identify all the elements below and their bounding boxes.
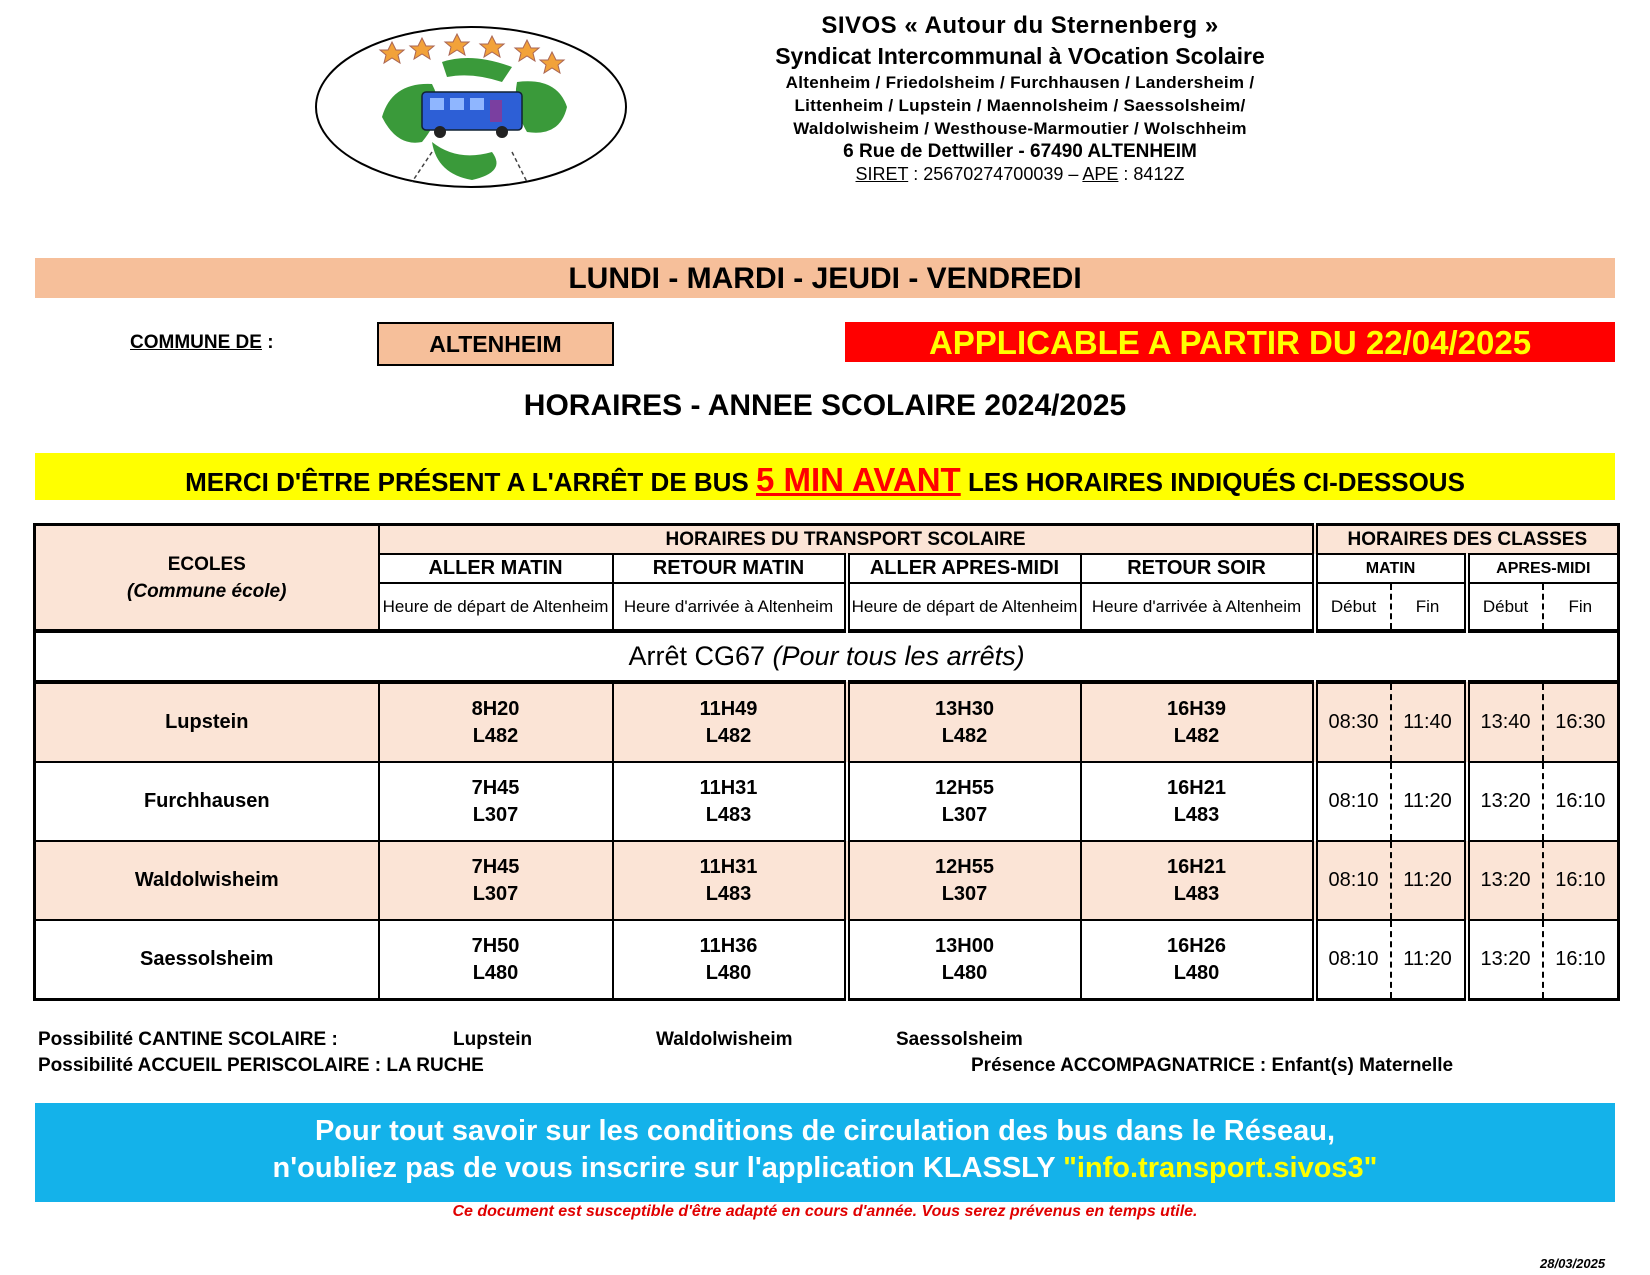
class-matin-debut: 08:10 bbox=[1315, 841, 1391, 920]
table-row bbox=[35, 762, 1619, 841]
cantine-label: Possibilité CANTINE SCOLAIRE : bbox=[38, 1029, 338, 1050]
col-retour-soir: RETOUR SOIR bbox=[1081, 554, 1315, 583]
bus-line: L307 bbox=[941, 803, 988, 826]
bus-time-cell bbox=[379, 682, 613, 762]
cantine-waldolwisheim: Waldolwisheim bbox=[656, 1029, 793, 1050]
bus-line: L483 bbox=[1173, 803, 1220, 826]
klassly-link: "info.transport.sivos3" bbox=[1063, 1152, 1378, 1184]
class-apres-midi-fin: 16:10 bbox=[1543, 841, 1619, 920]
bus-line: L307 bbox=[472, 882, 519, 905]
bus-time: 12H55 bbox=[935, 855, 994, 878]
class-matin-fin: 11:40 bbox=[1391, 682, 1467, 762]
banner-line-1: Pour tout savoir sur les conditions de circulation des bus dans le Réseau, bbox=[314, 1115, 1336, 1147]
transport-header: HORAIRES DU TRANSPORT SCOLAIRE bbox=[379, 525, 1315, 555]
notice-before: MERCI D'ÊTRE PRÉSENT A L'ARRÊT DE BUS bbox=[185, 467, 756, 497]
bus-line: L480 bbox=[472, 961, 519, 984]
apres-midi-fin: Fin bbox=[1543, 583, 1619, 631]
class-apres-midi-fin: 16:10 bbox=[1543, 762, 1619, 841]
bus-time-cell bbox=[613, 920, 847, 1000]
bus-time: 7H45 bbox=[471, 855, 520, 878]
siret-label: SIRET bbox=[855, 164, 909, 184]
col-classes-apres-midi: APRES-MIDI bbox=[1467, 554, 1619, 583]
class-apres-midi-fin: 16:30 bbox=[1543, 682, 1619, 762]
arret-label: Arrêt CG67 bbox=[628, 641, 773, 671]
bus-time: 8H20 bbox=[471, 697, 520, 720]
school-name: Waldolwisheim bbox=[35, 841, 379, 920]
bus-line: L480 bbox=[1173, 961, 1220, 984]
bus-time-cell bbox=[1081, 762, 1315, 841]
bus-time: 11H31 bbox=[699, 855, 758, 878]
bus-time-cell bbox=[847, 920, 1081, 1000]
desc-aller-matin: Heure de départ de Altenheim bbox=[379, 583, 613, 631]
page-title: HORAIRES - ANNEE SCOLAIRE 2024/2025 bbox=[523, 389, 1127, 422]
org-communes-1: Altenheim / Friedolsheim / Furchhausen / Landersheim / bbox=[785, 73, 1255, 92]
bus-line: L483 bbox=[1173, 882, 1220, 905]
bus-time-cell bbox=[847, 841, 1081, 920]
desc-retour-soir: Heure d'arrivée à Altenheim bbox=[1081, 583, 1315, 631]
bus-time-cell bbox=[1081, 682, 1315, 762]
class-apres-midi-debut: 13:20 bbox=[1467, 841, 1543, 920]
bus-time-cell bbox=[613, 682, 847, 762]
bus-time-cell bbox=[1081, 920, 1315, 1000]
commune-label-colon: : bbox=[261, 332, 274, 353]
bus-time: 13H30 bbox=[935, 697, 994, 720]
bus-time-cell bbox=[613, 841, 847, 920]
org-fullname: Syndicat Intercommunal à VOcation Scolaire bbox=[775, 43, 1265, 69]
cantine-saessolsheim: Saessolsheim bbox=[896, 1029, 1023, 1050]
bus-time: 16H21 bbox=[1167, 855, 1226, 878]
class-matin-debut: 08:30 bbox=[1315, 682, 1391, 762]
org-ids bbox=[690, 165, 1350, 183]
table-row bbox=[35, 841, 1619, 920]
ape-value: : 8412Z bbox=[1118, 164, 1185, 184]
arret-note: (Pour tous les arrêts) bbox=[772, 641, 1025, 671]
cantine-lupstein: Lupstein bbox=[453, 1029, 533, 1050]
desc-retour-matin: Heure d'arrivée à Altenheim bbox=[613, 583, 847, 631]
schedule-table bbox=[33, 523, 1620, 1001]
bus-time-cell bbox=[379, 920, 613, 1000]
class-matin-fin: 11:20 bbox=[1391, 920, 1467, 1000]
desc-aller-apres-midi: Heure de départ de Altenheim bbox=[847, 583, 1081, 631]
ecoles-label: ECOLES bbox=[167, 553, 246, 575]
bus-time: 16H21 bbox=[1167, 776, 1226, 799]
notice-after: LES HORAIRES INDIQUÉS CI-DESSOUS bbox=[960, 467, 1465, 497]
bus-line: L483 bbox=[705, 803, 752, 826]
class-apres-midi-fin: 16:10 bbox=[1543, 920, 1619, 1000]
bus-time: 16H26 bbox=[1167, 934, 1226, 957]
ape-label: APE bbox=[1082, 164, 1119, 184]
sivos-logo bbox=[312, 22, 630, 192]
bus-line: L482 bbox=[472, 724, 519, 747]
org-name: SIVOS « Autour du Sternenberg » bbox=[821, 12, 1219, 39]
col-aller-matin: ALLER MATIN bbox=[379, 554, 613, 583]
bus-time: 16H39 bbox=[1167, 697, 1226, 720]
table-row bbox=[35, 682, 1619, 762]
org-communes-3: Waldolwisheim / Westhouse-Marmoutier / Wolschheim bbox=[793, 119, 1247, 138]
disclaimer-note: Ce document est susceptible d'être adapté en cours d'année. Vous serez prévenus en temps utile. bbox=[452, 1203, 1198, 1220]
bus-line: L307 bbox=[941, 882, 988, 905]
commune-label-text: COMMUNE DE bbox=[130, 332, 262, 353]
bus-line: L307 bbox=[472, 803, 519, 826]
bus-time-cell bbox=[847, 762, 1081, 841]
bus-line: L480 bbox=[941, 961, 988, 984]
commune-value: ALTENHEIM bbox=[377, 322, 614, 366]
apres-midi-debut: Début bbox=[1467, 583, 1543, 631]
org-address: 6 Rue de Dettwiller - 67490 ALTENHEIM bbox=[843, 141, 1197, 162]
days-banner: LUNDI - MARDI - JEUDI - VENDREDI bbox=[35, 258, 1615, 298]
bus-line: L483 bbox=[705, 882, 752, 905]
bus-line: L482 bbox=[1173, 724, 1220, 747]
ecoles-header bbox=[35, 525, 379, 632]
arret-row bbox=[35, 631, 1619, 682]
class-apres-midi-debut: 13:40 bbox=[1467, 682, 1543, 762]
bus-time-cell bbox=[847, 682, 1081, 762]
bus-time-cell bbox=[379, 762, 613, 841]
bus-line: L482 bbox=[941, 724, 988, 747]
col-retour-matin: RETOUR MATIN bbox=[613, 554, 847, 583]
klassly-banner bbox=[35, 1103, 1615, 1202]
class-matin-debut: 08:10 bbox=[1315, 762, 1391, 841]
bus-time: 12H55 bbox=[935, 776, 994, 799]
bus-time: 11H49 bbox=[699, 697, 758, 720]
school-name: Saessolsheim bbox=[35, 920, 379, 1000]
matin-debut: Début bbox=[1315, 583, 1391, 631]
class-apres-midi-debut: 13:20 bbox=[1467, 920, 1543, 1000]
classes-header: HORAIRES DES CLASSES bbox=[1315, 525, 1619, 555]
bus-time: 13H00 bbox=[935, 934, 994, 957]
siret-value: : 25670274700039 – bbox=[908, 164, 1083, 184]
bus-time: 7H50 bbox=[471, 934, 520, 957]
matin-fin: Fin bbox=[1391, 583, 1467, 631]
accompagnatrice: Présence ACCOMPAGNATRICE : Enfant(s) Maternelle bbox=[971, 1055, 1454, 1076]
bus-line: L480 bbox=[705, 961, 752, 984]
commune-label bbox=[130, 332, 274, 354]
bus-time-cell bbox=[613, 762, 847, 841]
table-row bbox=[35, 920, 1619, 1000]
accueil-periscolaire: Possibilité ACCUEIL PERISCOLAIRE : LA RUCHE bbox=[38, 1055, 484, 1076]
document-date: 28/03/2025 bbox=[1540, 1256, 1606, 1271]
class-matin-fin: 11:20 bbox=[1391, 841, 1467, 920]
col-classes-matin: MATIN bbox=[1315, 554, 1467, 583]
bus-line: L482 bbox=[705, 724, 752, 747]
school-name: Lupstein bbox=[35, 682, 379, 762]
banner-line-2 bbox=[35, 1152, 1615, 1185]
class-matin-debut: 08:10 bbox=[1315, 920, 1391, 1000]
organisation-header bbox=[690, 12, 1350, 183]
bus-time-cell bbox=[379, 841, 613, 920]
banner-line-2-text: n'oubliez pas de vous inscrire sur l'application KLASSLY bbox=[272, 1152, 1064, 1184]
class-apres-midi-debut: 13:20 bbox=[1467, 762, 1543, 841]
org-communes-2: Littenheim / Lupstein / Maennolsheim / Saessolsheim/ bbox=[794, 96, 1246, 115]
ecoles-sublabel: (Commune école) bbox=[127, 580, 287, 602]
applicable-date-banner: APPLICABLE A PARTIR DU 22/04/2025 bbox=[845, 322, 1615, 362]
notice-banner bbox=[35, 453, 1615, 500]
bus-time: 11H31 bbox=[699, 776, 758, 799]
col-aller-apres-midi: ALLER APRES-MIDI bbox=[847, 554, 1081, 583]
class-matin-fin: 11:20 bbox=[1391, 762, 1467, 841]
bus-time: 11H36 bbox=[699, 934, 758, 957]
bus-time: 7H45 bbox=[471, 776, 520, 799]
school-name: Furchhausen bbox=[35, 762, 379, 841]
bus-time-cell bbox=[1081, 841, 1315, 920]
notice-highlight: 5 MIN AVANT bbox=[756, 461, 961, 498]
